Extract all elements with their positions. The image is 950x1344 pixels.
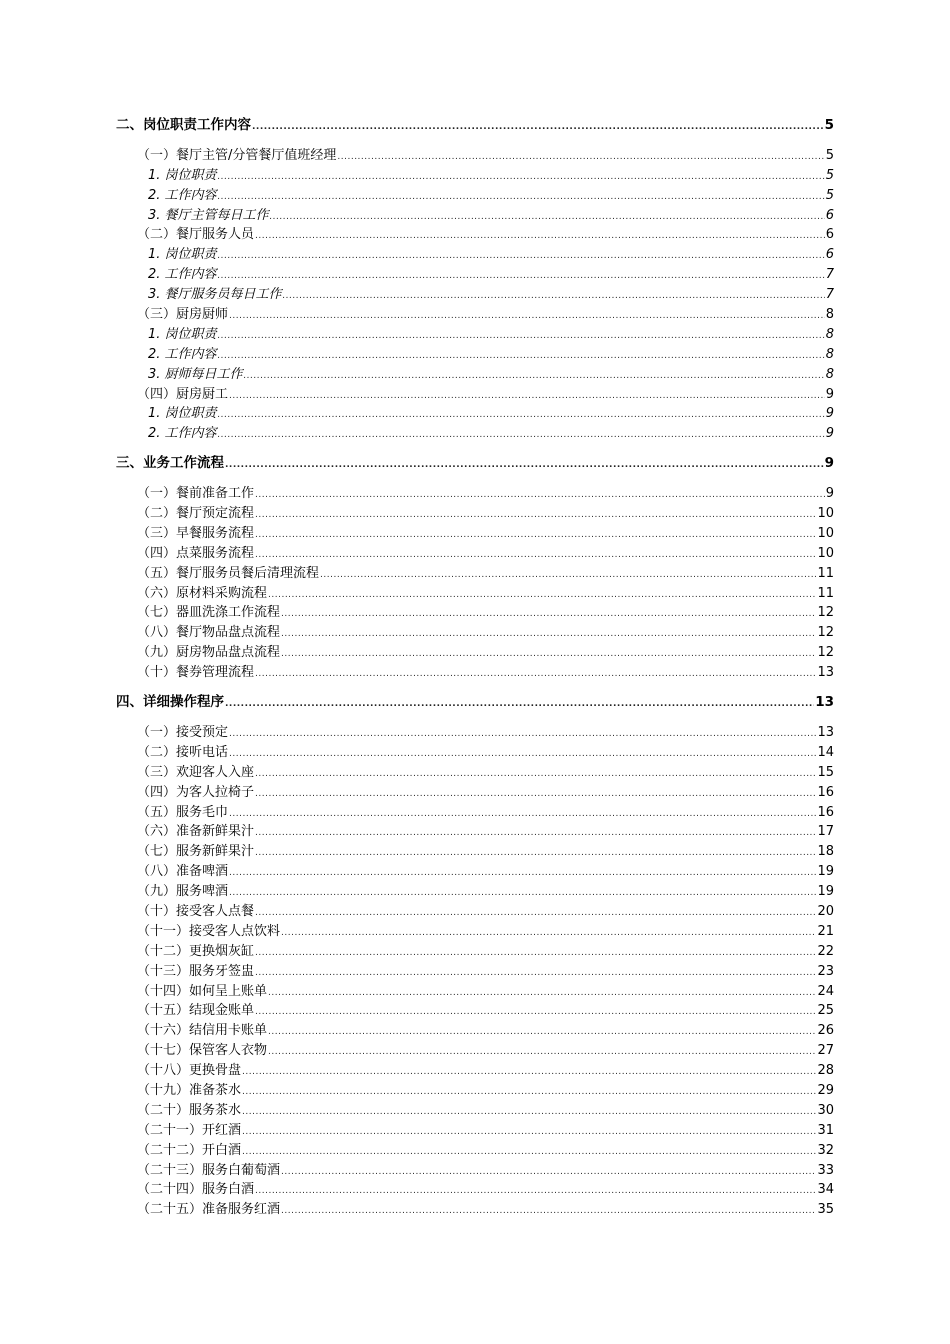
toc-entry-title: （二十五）准备服务红酒 bbox=[137, 1202, 281, 1218]
toc-entry-title: （十四）如何呈上账单 bbox=[137, 983, 268, 999]
toc-entry-title: 3. 餐厅服务员每日工作 bbox=[148, 287, 282, 303]
toc-entry[interactable] bbox=[116, 723, 834, 743]
toc-dot-leader bbox=[255, 227, 825, 247]
toc-entry[interactable] bbox=[116, 225, 834, 245]
toc-entry-title: 2. 工作内容 bbox=[148, 426, 217, 442]
toc-dot-leader bbox=[270, 208, 825, 228]
toc-page-number: 8 bbox=[825, 366, 834, 382]
toc-page-number: 22 bbox=[817, 943, 834, 959]
toc-entry-title: （二十三）服务白葡萄酒 bbox=[137, 1162, 281, 1178]
toc-entry-title: （九）厨房物品盘点流程 bbox=[137, 645, 281, 661]
toc-section-heading[interactable] bbox=[116, 693, 834, 713]
toc-dot-leader bbox=[229, 387, 825, 407]
toc-page-number: 10 bbox=[817, 525, 834, 541]
toc-page-number: 23 bbox=[817, 963, 834, 979]
toc-entry-title: （八）餐厅物品盘点流程 bbox=[137, 625, 281, 641]
toc-entry[interactable] bbox=[116, 564, 834, 584]
toc-page-number: 8 bbox=[825, 346, 834, 362]
toc-entry[interactable] bbox=[116, 763, 834, 783]
toc-entry[interactable] bbox=[116, 1141, 834, 1161]
toc-entry[interactable] bbox=[116, 1180, 834, 1200]
toc-subentry[interactable] bbox=[116, 285, 834, 305]
toc-entry[interactable] bbox=[116, 882, 834, 902]
toc-entry-title: （二十一）开红酒 bbox=[137, 1122, 242, 1138]
toc-entry[interactable] bbox=[116, 524, 834, 544]
toc-entry-title: （十七）保管客人衣物 bbox=[137, 1043, 268, 1059]
toc-page-number: 33 bbox=[817, 1162, 834, 1178]
toc-entry-title: 3. 厨师每日工作 bbox=[148, 366, 243, 382]
toc-page-number: 10 bbox=[817, 545, 834, 561]
toc-entry[interactable] bbox=[116, 1081, 834, 1101]
toc-section-heading[interactable] bbox=[116, 116, 834, 136]
toc-dot-leader bbox=[255, 506, 816, 526]
toc-entry-title: 1. 岗位职责 bbox=[148, 167, 217, 183]
toc-page-number: 11 bbox=[817, 565, 834, 581]
toc-dot-leader bbox=[242, 1123, 816, 1143]
toc-dot-leader bbox=[283, 287, 825, 307]
toc-page-number: 9 bbox=[825, 386, 834, 402]
toc-dot-leader bbox=[320, 566, 816, 586]
toc-dot-leader bbox=[218, 347, 825, 367]
toc-entry-title: （十三）服务牙签盅 bbox=[137, 963, 255, 979]
toc-page-number: 16 bbox=[817, 804, 834, 820]
toc-dot-leader bbox=[281, 924, 816, 944]
toc-dot-leader bbox=[229, 884, 816, 904]
toc-page-number: 29 bbox=[817, 1082, 834, 1098]
toc-page-number: 5 bbox=[824, 117, 834, 133]
toc-entry-title: 2. 工作内容 bbox=[148, 267, 217, 283]
toc-page-number: 13 bbox=[817, 665, 834, 681]
toc-entry-title: （一）餐前准备工作 bbox=[137, 486, 255, 502]
toc-dot-leader bbox=[225, 695, 814, 715]
toc-entry-title: （二）餐厅预定流程 bbox=[137, 506, 255, 522]
toc-entry[interactable] bbox=[116, 1121, 834, 1141]
toc-entry-title: （七）服务新鲜果汁 bbox=[137, 844, 255, 860]
toc-dot-leader bbox=[281, 1202, 816, 1222]
toc-page-number: 35 bbox=[817, 1202, 834, 1218]
toc-subentry[interactable] bbox=[116, 265, 834, 285]
toc-entry[interactable] bbox=[116, 962, 834, 982]
toc-dot-leader bbox=[229, 805, 816, 825]
toc-page-number: 12 bbox=[817, 645, 834, 661]
toc-dot-leader bbox=[229, 307, 825, 327]
toc-entry[interactable] bbox=[116, 484, 834, 504]
toc-entry[interactable] bbox=[116, 1200, 834, 1220]
toc-entry[interactable] bbox=[116, 504, 834, 524]
toc-dot-leader bbox=[218, 426, 825, 446]
toc-dot-leader bbox=[218, 168, 825, 188]
toc-entry[interactable] bbox=[116, 663, 834, 683]
toc-entry[interactable] bbox=[116, 385, 834, 405]
toc-subentry[interactable] bbox=[116, 166, 834, 186]
toc-dot-leader bbox=[268, 984, 816, 1004]
toc-entry[interactable] bbox=[116, 1021, 834, 1041]
toc-page-number: 9 bbox=[825, 406, 834, 422]
toc-dot-leader bbox=[255, 785, 816, 805]
toc-page-number: 5 bbox=[825, 167, 834, 183]
toc-entry[interactable] bbox=[116, 1061, 834, 1081]
toc-page-number: 6 bbox=[825, 247, 834, 263]
toc-page-number: 14 bbox=[817, 744, 834, 760]
toc-entry-title: 三、业务工作流程 bbox=[116, 455, 224, 472]
toc-page-number: 16 bbox=[817, 784, 834, 800]
toc-page-number: 12 bbox=[817, 605, 834, 621]
toc-page-number: 30 bbox=[817, 1102, 834, 1118]
toc-dot-leader bbox=[218, 188, 825, 208]
toc-entry-title: （九）服务啤酒 bbox=[137, 884, 229, 900]
toc-dot-leader bbox=[255, 964, 816, 984]
toc-dot-leader bbox=[255, 824, 816, 844]
toc-dot-leader bbox=[255, 486, 825, 506]
toc-page-number: 12 bbox=[817, 625, 834, 641]
toc-entry-title: （七）器皿洗涤工作流程 bbox=[137, 605, 281, 621]
toc-page-number: 11 bbox=[817, 585, 834, 601]
toc-page-number: 9 bbox=[825, 486, 834, 502]
toc-dot-leader bbox=[281, 1163, 816, 1183]
toc-entry-title: （十八）更换骨盘 bbox=[137, 1063, 242, 1079]
toc-subentry[interactable] bbox=[116, 424, 834, 444]
toc-page-number: 13 bbox=[817, 724, 834, 740]
toc-page-number: 8 bbox=[825, 307, 834, 323]
toc-dot-leader bbox=[229, 745, 816, 765]
toc-subentry[interactable] bbox=[116, 345, 834, 365]
toc-entry-title: （五）餐厅服务员餐后清理流程 bbox=[137, 565, 320, 581]
toc-entry-title: （十二）更换烟灰缸 bbox=[137, 943, 255, 959]
toc-page-number: 9 bbox=[824, 455, 834, 472]
toc-entry-title: （十五）结现金账单 bbox=[137, 1003, 255, 1019]
toc-subentry[interactable] bbox=[116, 206, 834, 226]
toc-page-number: 15 bbox=[817, 764, 834, 780]
toc-entry-title: （二）餐厅服务人员 bbox=[137, 227, 255, 243]
toc-dot-leader bbox=[255, 526, 816, 546]
toc-entry[interactable] bbox=[116, 544, 834, 564]
toc-dot-leader bbox=[281, 645, 816, 665]
toc-dot-leader bbox=[242, 1063, 816, 1083]
toc-entry-title: （三）厨房厨师 bbox=[137, 307, 229, 323]
toc-entry-title: 二、岗位职责工作内容 bbox=[116, 117, 251, 133]
toc-entry[interactable] bbox=[116, 146, 834, 166]
toc-entry-title: （六）原材料采购流程 bbox=[137, 585, 268, 601]
toc-entry-title: （十六）结信用卡账单 bbox=[137, 1023, 268, 1039]
toc-entry[interactable] bbox=[116, 922, 834, 942]
toc-entry[interactable] bbox=[116, 623, 834, 643]
toc-subentry[interactable] bbox=[116, 365, 834, 385]
toc-section-heading[interactable] bbox=[116, 454, 834, 474]
toc-entry-title: （五）服务毛巾 bbox=[137, 804, 229, 820]
toc-page-number: 28 bbox=[817, 1063, 834, 1079]
toc-entry[interactable] bbox=[116, 1161, 834, 1181]
toc-page-number: 6 bbox=[825, 227, 834, 243]
toc-page-number: 20 bbox=[817, 903, 834, 919]
toc-dot-leader bbox=[281, 625, 816, 645]
toc-page-number: 26 bbox=[817, 1023, 834, 1039]
toc-entry[interactable] bbox=[116, 862, 834, 882]
toc-subentry[interactable] bbox=[116, 325, 834, 345]
toc-dot-leader bbox=[255, 1182, 816, 1202]
toc-entry-title: （二十）服务茶水 bbox=[137, 1102, 242, 1118]
toc-page-number: 5 bbox=[825, 187, 834, 203]
toc-subentry[interactable] bbox=[116, 404, 834, 424]
toc-dot-leader bbox=[242, 1083, 816, 1103]
toc-dot-leader bbox=[255, 546, 816, 566]
toc-entry[interactable] bbox=[116, 822, 834, 842]
toc-page-number: 32 bbox=[817, 1142, 834, 1158]
toc-entry-title: （八）准备啤酒 bbox=[137, 864, 229, 880]
toc-page-number: 18 bbox=[817, 844, 834, 860]
toc-page-number: 19 bbox=[817, 864, 834, 880]
toc-entry-title: 1. 岗位职责 bbox=[148, 247, 217, 263]
toc-page-number: 9 bbox=[825, 426, 834, 442]
toc-entry-title: （三）欢迎客人入座 bbox=[137, 764, 255, 780]
toc-entry[interactable] bbox=[116, 1001, 834, 1021]
toc-dot-leader bbox=[268, 1043, 816, 1063]
toc-entry-title: （十九）准备茶水 bbox=[137, 1082, 242, 1098]
toc-dot-leader bbox=[255, 1003, 816, 1023]
toc-entry-title: （十）接受客人点餐 bbox=[137, 903, 255, 919]
toc-entry-title: 3. 餐厅主管每日工作 bbox=[148, 207, 269, 223]
toc-dot-leader bbox=[252, 118, 824, 138]
toc-page-number: 21 bbox=[817, 923, 834, 939]
toc-entry[interactable] bbox=[116, 942, 834, 962]
toc-dot-leader bbox=[242, 1103, 816, 1123]
toc-entry-title: 2. 工作内容 bbox=[148, 187, 217, 203]
toc-entry-title: （二十四）服务白酒 bbox=[137, 1182, 255, 1198]
toc-entry[interactable] bbox=[116, 584, 834, 604]
toc-page-number: 7 bbox=[825, 287, 834, 303]
toc-dot-leader bbox=[255, 665, 816, 685]
toc-dot-leader bbox=[255, 944, 816, 964]
toc-entry-title: （三）早餐服务流程 bbox=[137, 525, 255, 541]
toc-dot-leader bbox=[229, 725, 816, 745]
toc-page-number: 7 bbox=[825, 267, 834, 283]
toc-entry-title: 1. 岗位职责 bbox=[148, 406, 217, 422]
toc-page-number: 17 bbox=[817, 824, 834, 840]
toc-entry[interactable] bbox=[116, 1041, 834, 1061]
toc-dot-leader bbox=[242, 1143, 816, 1163]
toc-dot-leader bbox=[218, 267, 825, 287]
toc-page-number: 5 bbox=[825, 147, 834, 163]
toc-entry-title: 四、详细操作程序 bbox=[116, 694, 224, 711]
toc-page-number: 13 bbox=[815, 694, 834, 711]
toc-page-number: 10 bbox=[817, 506, 834, 522]
toc-dot-leader bbox=[255, 765, 816, 785]
toc-entry-title: （二）接听电话 bbox=[137, 744, 229, 760]
toc-entry[interactable] bbox=[116, 783, 834, 803]
toc-dot-leader bbox=[218, 327, 825, 347]
toc-entry[interactable] bbox=[116, 743, 834, 763]
toc-dot-leader bbox=[268, 586, 816, 606]
toc-dot-leader bbox=[225, 456, 824, 476]
toc-entry[interactable] bbox=[116, 982, 834, 1002]
toc-entry-title: （一）餐厅主管/分管餐厅值班经理 bbox=[137, 147, 337, 163]
toc-entry-title: 1. 岗位职责 bbox=[148, 326, 217, 342]
toc-dot-leader bbox=[255, 904, 816, 924]
toc-entry-title: （十一）接受客人点饮料 bbox=[137, 923, 281, 939]
toc-dot-leader bbox=[244, 367, 825, 387]
toc-dot-leader bbox=[218, 406, 825, 426]
toc-entry-title: （一）接受预定 bbox=[137, 724, 229, 740]
toc-entry[interactable] bbox=[116, 643, 834, 663]
toc-entry[interactable] bbox=[116, 803, 834, 823]
toc-entry-title: （二十二）开白酒 bbox=[137, 1142, 242, 1158]
toc-subentry[interactable] bbox=[116, 186, 834, 206]
table-of-contents bbox=[116, 116, 834, 1220]
toc-entry[interactable] bbox=[116, 842, 834, 862]
toc-entry-title: 2. 工作内容 bbox=[148, 346, 217, 362]
toc-entry[interactable] bbox=[116, 305, 834, 325]
toc-entry-title: （四）厨房厨工 bbox=[137, 386, 229, 402]
toc-page-number: 6 bbox=[825, 207, 834, 223]
toc-dot-leader bbox=[229, 864, 816, 884]
toc-entry-title: （四）点菜服务流程 bbox=[137, 545, 255, 561]
toc-page-number: 19 bbox=[817, 884, 834, 900]
toc-entry[interactable] bbox=[116, 603, 834, 623]
toc-entry[interactable] bbox=[116, 1101, 834, 1121]
toc-dot-leader bbox=[218, 247, 825, 267]
toc-dot-leader bbox=[337, 148, 824, 168]
toc-page-number: 25 bbox=[817, 1003, 834, 1019]
toc-page-number: 8 bbox=[825, 326, 834, 342]
toc-page-number: 34 bbox=[817, 1182, 834, 1198]
toc-entry[interactable] bbox=[116, 902, 834, 922]
toc-dot-leader bbox=[281, 605, 816, 625]
toc-dot-leader bbox=[268, 1023, 816, 1043]
toc-entry-title: （四）为客人拉椅子 bbox=[137, 784, 255, 800]
toc-entry-title: （六）准备新鲜果汁 bbox=[137, 824, 255, 840]
toc-entry-title: （十）餐券管理流程 bbox=[137, 665, 255, 681]
toc-page-number: 24 bbox=[817, 983, 834, 999]
toc-dot-leader bbox=[255, 844, 816, 864]
toc-subentry[interactable] bbox=[116, 245, 834, 265]
toc-page-number: 27 bbox=[817, 1043, 834, 1059]
toc-page-number: 31 bbox=[817, 1122, 834, 1138]
